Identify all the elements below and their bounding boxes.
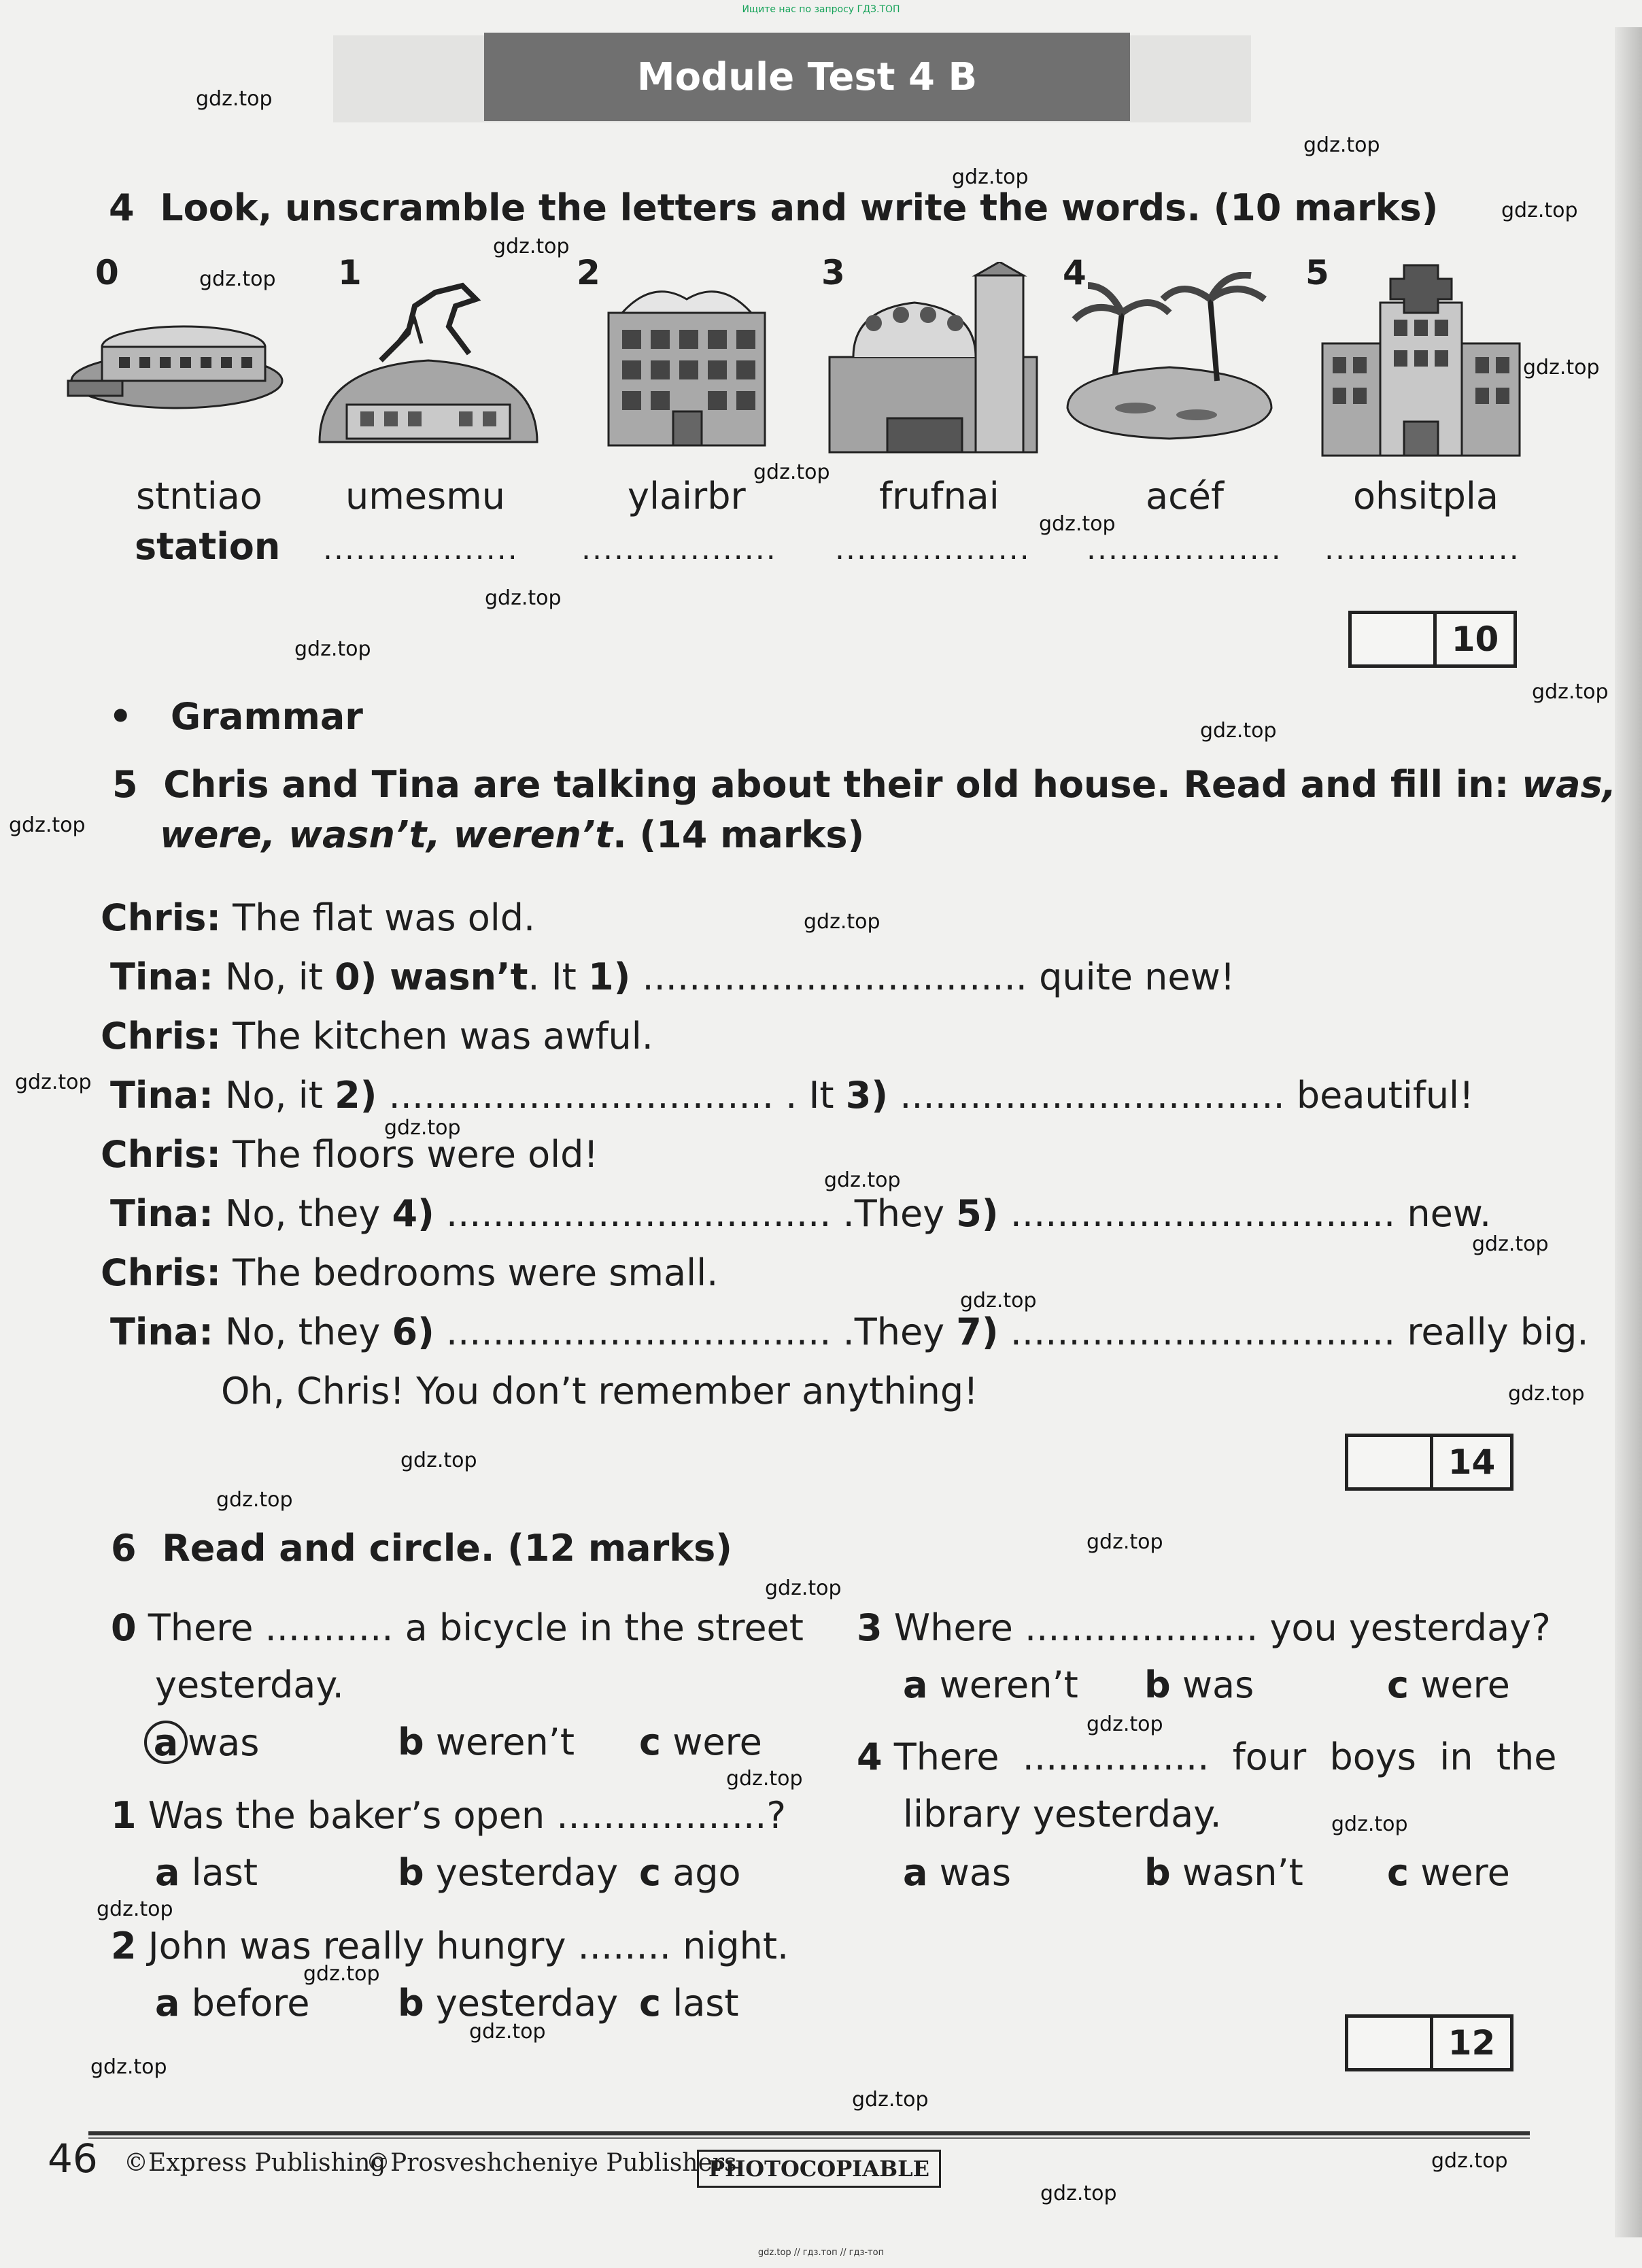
watermark: gdz.top — [1087, 1530, 1163, 1554]
option-text[interactable]: weren’t — [939, 1663, 1078, 1706]
speaker-tina: Tina: — [110, 1192, 213, 1235]
watermark: gdz.top — [1532, 680, 1609, 704]
watermark: gdz.top — [852, 2088, 929, 2112]
library-icon — [602, 265, 772, 449]
photocopiable-label: PHOTOCOPIABLE — [697, 2150, 941, 2188]
question-text: There ........... a bicycle in the street — [148, 1606, 804, 1649]
dialogue-line: The floors were old! — [233, 1133, 599, 1176]
score-box — [1345, 2014, 1513, 2071]
ex5-heading: Chris and Tina are talking about their old house. Read and fill in: — [163, 763, 1509, 806]
ex5-heading-end: . (14 marks) — [613, 813, 865, 856]
option-letter[interactable]: c — [1387, 1851, 1409, 1894]
watermark: gdz.top — [493, 235, 570, 258]
option-text[interactable]: last — [672, 1982, 739, 2025]
question-number: 2 — [111, 1925, 137, 1967]
option-text[interactable]: last — [191, 1851, 258, 1894]
dialogue-line: The kitchen was awful. — [233, 1015, 653, 1057]
option-letter[interactable]: c — [639, 1721, 662, 1763]
watermark: gdz.top — [15, 1070, 92, 1094]
picture-number: 2 — [577, 253, 600, 292]
question-number: 4 — [857, 1736, 883, 1778]
watermark: gdz.top — [384, 1116, 461, 1140]
option-letter[interactable]: b — [1144, 1663, 1171, 1706]
answer-blank[interactable]: .................. — [1324, 532, 1520, 566]
watermark: gdz.top — [726, 1767, 803, 1791]
top-note: Ищите нас по запросу ГДЗ.ТОП — [742, 4, 900, 15]
page-title: Module Test 4 B — [484, 33, 1130, 121]
speaker-tina: Tina: — [110, 955, 213, 998]
gap-number: 5) — [956, 1192, 999, 1235]
watermark: gdz.top — [485, 586, 562, 610]
ex5-heading-italic: was, — [1522, 763, 1617, 806]
option-letter[interactable]: c — [639, 1851, 662, 1894]
speaker-chris: Chris: — [101, 896, 221, 939]
watermark: gdz.top — [469, 2020, 546, 2044]
question-text: Where .................... you yesterday? — [893, 1606, 1551, 1649]
ex5-number: 5 — [112, 763, 138, 806]
scrambled-word: acéf — [1146, 475, 1225, 518]
watermark: gdz.top — [216, 1488, 293, 1512]
dialogue-text: No, it — [225, 1074, 323, 1117]
question-text: John was really hungry ........ night. — [148, 1925, 789, 1967]
watermark: gdz.top — [1039, 512, 1116, 536]
dialogue-text: No, they — [225, 1192, 381, 1235]
option-text[interactable]: wasn’t — [1182, 1851, 1303, 1894]
watermark: gdz.top — [952, 165, 1029, 189]
dialogue-line: The flat was old. — [233, 896, 536, 939]
watermark: gdz.top — [9, 813, 86, 837]
option-text[interactable]: was — [1182, 1663, 1254, 1706]
option-letter[interactable]: a — [155, 1851, 180, 1894]
gap-blank[interactable]: ................................. .They — [445, 1192, 945, 1235]
speaker-chris: Chris: — [101, 1133, 221, 1176]
score-total: 10 — [1451, 620, 1499, 659]
watermark: gdz.top — [1087, 1712, 1163, 1736]
gap-blank[interactable]: ................................. beautiful! — [900, 1074, 1474, 1117]
gap-blank[interactable]: ................................. . It — [388, 1074, 834, 1117]
watermark: gdz.top — [199, 267, 276, 291]
watermark: gdz.top — [753, 460, 830, 484]
question-number: 0 — [111, 1606, 137, 1649]
publisher-prosveshcheniye: ©Prosveshcheniye Publishers — [366, 2149, 737, 2177]
option-letter[interactable]: b — [398, 1982, 424, 2025]
ex6-heading: Read and circle. (12 marks) — [162, 1527, 732, 1570]
watermark: gdz.top — [1472, 1232, 1549, 1256]
option-text[interactable]: ago — [672, 1851, 741, 1894]
bottom-note: gdz.top // гдз.топ // гдз-топ — [757, 2248, 885, 2258]
dialogue-line: Oh, Chris! You don’t remember anything! — [221, 1370, 978, 1412]
score-input[interactable] — [1348, 2018, 1433, 2068]
example-answer: 0) wasn’t — [335, 955, 528, 998]
page-number: 46 — [48, 2135, 98, 2182]
picture-number: 1 — [338, 253, 362, 292]
scrambled-word: umesmu — [345, 475, 506, 518]
picture-number: 5 — [1305, 253, 1329, 292]
page-edge-shadow — [1615, 27, 1642, 2237]
scrambled-word: ylairbr — [628, 475, 746, 518]
gap-blank[interactable]: ................................. really big. — [1010, 1310, 1589, 1353]
station-icon — [65, 299, 289, 422]
funfair-icon — [826, 262, 1044, 456]
answer-blank[interactable]: .................. — [581, 532, 777, 566]
question-number: 1 — [111, 1794, 137, 1837]
score-box — [1345, 1434, 1513, 1491]
picture-number: 0 — [95, 253, 119, 292]
museum-icon — [313, 279, 544, 449]
question-number: 3 — [857, 1606, 883, 1649]
watermark: gdz.top — [765, 1576, 842, 1600]
gap-number: 2) — [335, 1074, 377, 1117]
answer-blank[interactable]: .................. — [323, 532, 519, 566]
answer-blank[interactable]: .................. — [835, 532, 1031, 566]
option-text[interactable]: before — [191, 1982, 310, 2025]
question-text: library yesterday. — [903, 1793, 1222, 1835]
answer-blank[interactable]: .................. — [1087, 532, 1282, 566]
speaker-chris: Chris: — [101, 1015, 221, 1057]
gap-number: 7) — [956, 1310, 999, 1353]
option-letter[interactable]: c — [639, 1982, 662, 2025]
watermark: gdz.top — [804, 910, 880, 934]
dialogue-text: No, it — [225, 955, 323, 998]
gap-blank[interactable]: ................................. .They — [445, 1310, 945, 1353]
gap-number: 6) — [392, 1310, 434, 1353]
option-letter[interactable]: c — [1387, 1663, 1409, 1706]
watermark: gdz.top — [1523, 356, 1600, 379]
watermark: gdz.top — [824, 1168, 901, 1192]
ex5-heading-italic: were, wasn’t, weren’t — [160, 813, 613, 856]
gap-number: 1) — [588, 955, 631, 998]
option-text[interactable]: were — [1420, 1851, 1510, 1894]
watermark: gdz.top — [1303, 133, 1380, 157]
score-box — [1348, 611, 1517, 668]
speaker-chris: Chris: — [101, 1251, 221, 1294]
option-letter[interactable]: b — [1144, 1851, 1171, 1894]
gap-blank[interactable]: ................................. quite new! — [642, 955, 1235, 998]
dialogue-text: . It — [528, 955, 577, 998]
watermark: gdz.top — [1200, 719, 1277, 743]
ex4-number: 4 — [109, 186, 135, 229]
watermark: gdz.top — [960, 1289, 1037, 1313]
question-text: yesterday. — [155, 1663, 344, 1706]
dialogue-text: No, they — [225, 1310, 381, 1353]
footer-rule — [88, 2131, 1530, 2135]
footer-rule — [88, 2137, 1530, 2139]
score-total: 14 — [1448, 1442, 1496, 1482]
scrambled-word: stntiao — [136, 475, 262, 518]
circled-option-letter[interactable]: a — [144, 1721, 188, 1764]
watermark: gdz.top — [1331, 1812, 1408, 1836]
option-text[interactable]: was — [939, 1851, 1012, 1894]
watermark: gdz.top — [1508, 1382, 1585, 1406]
example-answer: station — [135, 525, 281, 568]
ex4-heading: Look, unscramble the letters and write the words. (10 marks) — [160, 186, 1439, 229]
gap-blank[interactable]: ................................. new. — [1010, 1192, 1492, 1235]
scrambled-word: ohsitpla — [1353, 475, 1499, 518]
watermark: gdz.top — [196, 87, 273, 111]
picture-number: 4 — [1063, 253, 1087, 292]
option-letter[interactable]: a — [155, 1982, 180, 2025]
section-label: Grammar — [170, 695, 363, 738]
option-text[interactable]: was — [188, 1721, 260, 1764]
score-total: 12 — [1448, 2023, 1496, 2063]
dialogue-line: The bedrooms were small. — [233, 1251, 719, 1294]
score-input[interactable] — [1348, 1437, 1433, 1487]
watermark: gdz.top — [97, 1897, 173, 1921]
watermark: gdz.top — [1501, 199, 1578, 222]
option-letter[interactable]: b — [398, 1851, 424, 1894]
publisher-express: ©Express Publishing — [124, 2149, 386, 2177]
watermark: gdz.top — [294, 637, 371, 661]
question-text: There ................ four boys in the — [893, 1736, 1557, 1778]
option-text[interactable]: were — [1420, 1663, 1510, 1706]
bullet: • — [109, 695, 133, 738]
watermark: gdz.top — [1431, 2149, 1508, 2173]
ex6-number: 6 — [111, 1527, 137, 1570]
option-letter[interactable]: a — [903, 1663, 928, 1706]
scrambled-word: frufnai — [879, 475, 999, 518]
score-input[interactable] — [1352, 614, 1437, 664]
cafe-icon — [1061, 272, 1278, 449]
option-text[interactable]: yesterday — [435, 1982, 619, 2025]
option-text[interactable]: yesterday — [435, 1851, 619, 1894]
option-letter[interactable]: b — [398, 1721, 424, 1763]
gap-number: 3) — [845, 1074, 889, 1117]
option-text[interactable]: were — [672, 1721, 762, 1763]
question-text: Was the baker’s open ..................? — [148, 1794, 787, 1837]
watermark: gdz.top — [303, 1962, 380, 1986]
speaker-tina: Tina: — [110, 1074, 213, 1117]
speaker-tina: Tina: — [110, 1310, 213, 1353]
option-letter[interactable]: a — [903, 1851, 928, 1894]
hospital-icon — [1316, 262, 1526, 459]
picture-number: 3 — [821, 253, 845, 292]
gap-number: 4) — [392, 1192, 434, 1235]
watermark: gdz.top — [400, 1449, 477, 1472]
option-text[interactable]: weren’t — [435, 1721, 575, 1763]
watermark: gdz.top — [90, 2055, 167, 2079]
watermark: gdz.top — [1040, 2182, 1117, 2205]
